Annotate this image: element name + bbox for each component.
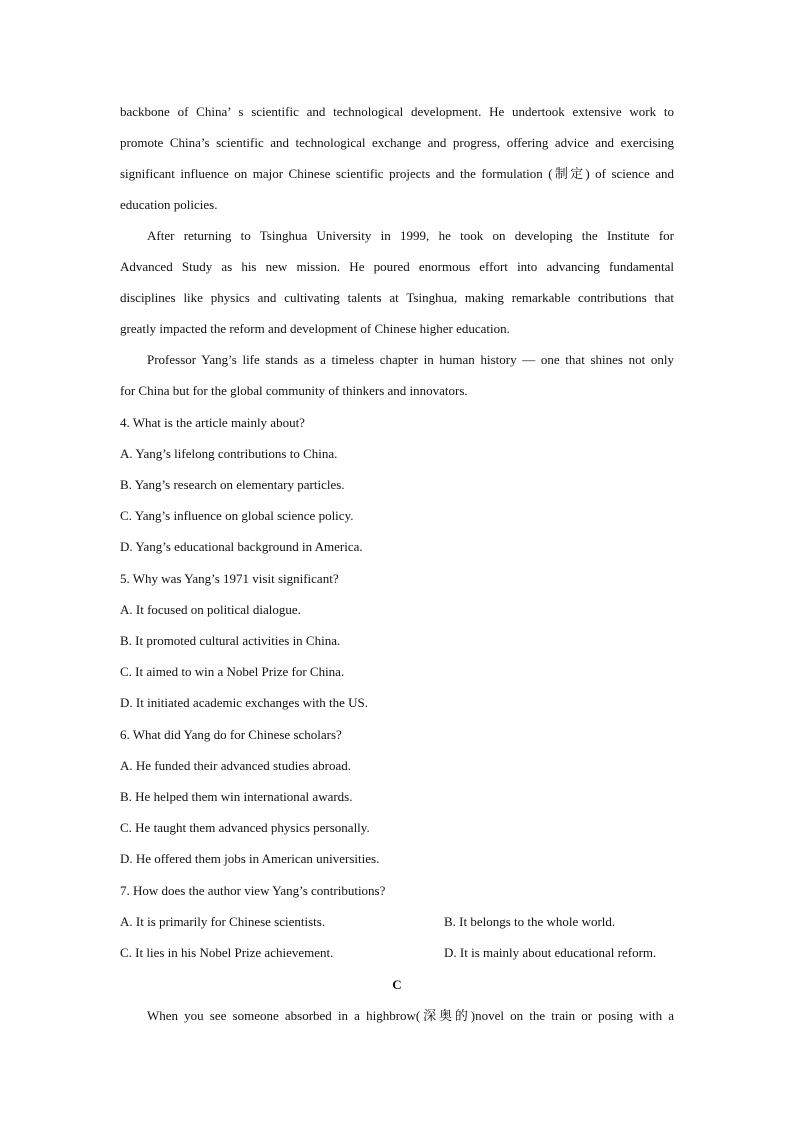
question-stem: 5. Why was Yang’s 1971 visit significant? xyxy=(120,571,339,586)
answer-option: D. It is mainly about educational reform. xyxy=(444,945,657,960)
question-stem: 7. How does the author view Yang’s contributions? xyxy=(120,883,386,898)
answer-option: C. It aimed to win a Nobel Prize for China. xyxy=(120,664,345,679)
answer-option: A. It is primarily for Chinese scientists. xyxy=(120,914,326,929)
passage-line: education policies. xyxy=(120,197,218,212)
question-stem: 4. What is the article mainly about? xyxy=(120,415,305,430)
passage-line: significant influence on major Chinese scientific projects and the formulation (制定) of science and xyxy=(120,166,674,181)
answer-option: C. He taught them advanced physics personally. xyxy=(120,820,370,835)
passage-line: for China but for the global community of thinkers and innovators. xyxy=(120,383,468,398)
section-heading: C xyxy=(392,977,402,992)
answer-option: B. It belongs to the whole world. xyxy=(444,914,616,929)
answer-option: B. Yang’s research on elementary particles. xyxy=(120,477,345,492)
question-stem: 6. What did Yang do for Chinese scholars? xyxy=(120,727,342,742)
answer-option: A. Yang’s lifelong contributions to China. xyxy=(120,446,338,461)
passage-line: After returning to Tsinghua University in 1999, he took on developing the Institute for xyxy=(147,228,674,243)
passage-line: promote China’s scientific and technological exchange and progress, offering advice and exercising xyxy=(120,135,674,150)
answer-option: B. It promoted cultural activities in China. xyxy=(120,633,341,648)
passage-line: When you see someone absorbed in a highbrow(深奥的)novel on the train or posing with a xyxy=(147,1008,674,1023)
answer-option: D. Yang’s educational background in America. xyxy=(120,539,363,554)
passage-line: Advanced Study as his new mission. He poured enormous effort into advancing fundamental xyxy=(120,259,674,274)
answer-option: A. It focused on political dialogue. xyxy=(120,602,301,617)
answer-option: C. It lies in his Nobel Prize achievement. xyxy=(120,945,334,960)
passage-line: disciplines like physics and cultivating talents at Tsinghua, making remarkable contributions that xyxy=(120,290,674,305)
passage-line: backbone of China’ s scientific and technological development. He undertook extensive work to xyxy=(120,104,674,119)
answer-option: A. He funded their advanced studies abroad. xyxy=(120,758,352,773)
passage-line: greatly impacted the reform and development of Chinese higher education. xyxy=(120,321,510,336)
passage-line: Professor Yang’s life stands as a timeless chapter in human history — one that shines not only xyxy=(147,352,674,367)
answer-option: D. He offered them jobs in American universities. xyxy=(120,851,380,866)
answer-option: B. He helped them win international awards. xyxy=(120,789,353,804)
answer-option: D. It initiated academic exchanges with the US. xyxy=(120,695,369,710)
answer-option: C. Yang’s influence on global science policy. xyxy=(120,508,354,523)
